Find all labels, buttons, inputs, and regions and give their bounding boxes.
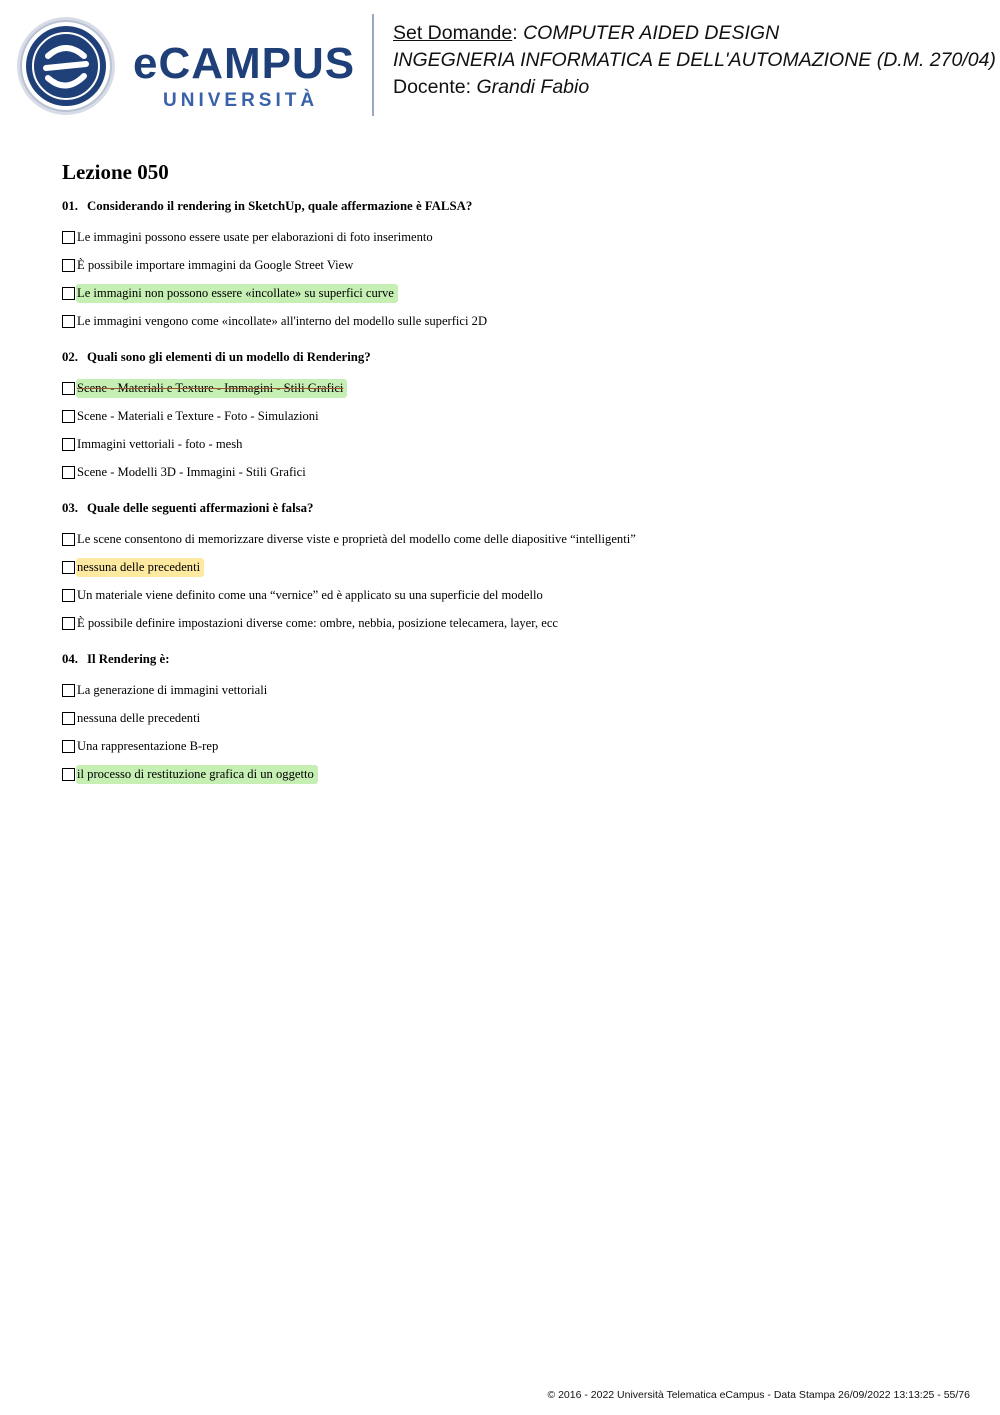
answer-checkbox[interactable] (62, 533, 75, 546)
question-title (62, 649, 962, 669)
answer-checkbox[interactable] (62, 466, 75, 479)
answer-option[interactable] (62, 732, 962, 760)
answer-checkbox[interactable] (62, 287, 75, 300)
answer-option[interactable] (62, 251, 962, 279)
answer-text: La generazione di immagini vettoriali (77, 682, 268, 697)
teacher-name: Grandi Fabio (476, 76, 590, 98)
answer-text: Scene - Modelli 3D - Immagini - Stili Grafici (77, 464, 306, 479)
set-label: Set Domande (393, 22, 513, 44)
course-name: COMPUTER AIDED DESIGN (523, 22, 780, 44)
answer-option[interactable] (62, 223, 962, 251)
answer-checkbox[interactable] (62, 561, 75, 574)
question-text: Quali sono gli elementi di un modello di Rendering? (87, 350, 371, 364)
answer-checkbox[interactable] (62, 712, 75, 725)
answer-text: È possibile definire impostazioni diverse come: ombre, nebbia, posizione telecamera, layer, ecc (77, 615, 559, 630)
answer-checkbox[interactable] (62, 617, 75, 630)
answer-option[interactable] (62, 609, 962, 637)
answer-option[interactable] (62, 402, 962, 430)
answer-text: Le immagini non possono essere «incollate» su superfici curve (76, 284, 398, 303)
answer-text: il processo di restituzione grafica di un oggetto (76, 765, 318, 784)
page-header (0, 0, 1000, 140)
question-3 (62, 498, 962, 637)
answer-option[interactable] (62, 676, 962, 704)
answer-option[interactable] (62, 581, 962, 609)
teacher-label: Docente: (393, 76, 472, 98)
answer-checkbox[interactable] (62, 382, 75, 395)
answer-text: È possibile importare immagini da Google Street View (77, 257, 354, 272)
degree-name: INGEGNERIA INFORMATICA E DELL'AUTOMAZIONE (D.M. 270/04) (393, 49, 996, 71)
question-2 (62, 347, 962, 486)
header-divider (372, 14, 374, 116)
lesson-title: Lezione 050 (62, 160, 169, 184)
answer-option[interactable] (62, 704, 962, 732)
answer-option[interactable] (62, 374, 962, 402)
answer-option[interactable] (62, 279, 962, 307)
question-number: 04. (62, 652, 78, 666)
answer-checkbox[interactable] (62, 740, 75, 753)
answer-option[interactable] (62, 458, 962, 486)
question-4 (62, 649, 962, 788)
answer-text: Una rappresentazione B-rep (77, 738, 219, 753)
course-info (393, 20, 996, 101)
page-footer: © 2016 - 2022 Università Telematica eCampus - Data Stampa 26/09/2022 13:13:25 - 55/76 (547, 1389, 970, 1401)
question-number: 02. (62, 350, 78, 364)
set-separator: : (512, 22, 518, 44)
answer-checkbox[interactable] (62, 684, 75, 697)
ecampus-seal-logo (16, 16, 116, 116)
teacher-line (393, 74, 996, 101)
answer-option[interactable] (62, 307, 962, 335)
answer-checkbox[interactable] (62, 589, 75, 602)
answer-option[interactable] (62, 760, 962, 788)
question-text: Il Rendering è: (87, 652, 170, 666)
question-number: 03. (62, 501, 78, 515)
answer-text: Scene - Materiali e Texture - Foto - Simulazioni (77, 408, 319, 423)
answer-option[interactable] (62, 553, 962, 581)
answer-checkbox[interactable] (62, 231, 75, 244)
answer-text: Immagini vettoriali - foto - mesh (77, 436, 243, 451)
set-line (393, 20, 996, 47)
question-text: Quale delle seguenti affermazioni è falsa? (87, 501, 314, 515)
answer-checkbox[interactable] (62, 315, 75, 328)
svg-text:UNIVERSITÀ: UNIVERSITÀ (163, 90, 319, 111)
answer-checkbox[interactable] (62, 438, 75, 451)
ecampus-wordmark-logo (133, 38, 355, 114)
answer-option[interactable] (62, 430, 962, 458)
answer-checkbox[interactable] (62, 768, 75, 781)
svg-text:eCAMPUS: eCAMPUS (133, 39, 355, 88)
answer-checkbox[interactable] (62, 410, 75, 423)
answer-text: Scene - Materiali e Texture - Immagini - Stili Grafici (76, 379, 347, 398)
answer-text: Le scene consentono di memorizzare diverse viste e proprietà del modello come delle diapositive “intelligenti” (77, 531, 636, 546)
question-title (62, 196, 962, 216)
question-1 (62, 196, 962, 335)
answer-text: nessuna delle precedenti (77, 710, 201, 725)
answer-option[interactable] (62, 525, 962, 553)
question-title (62, 347, 962, 367)
question-title (62, 498, 962, 518)
answer-text: Le immagini vengono come «incollate» all'interno del modello sulle superfici 2D (77, 313, 488, 328)
question-number: 01. (62, 199, 78, 213)
question-text: Considerando il rendering in SketchUp, quale affermazione è FALSA? (87, 199, 473, 213)
answer-text: nessuna delle precedenti (76, 558, 204, 577)
answer-text: Un materiale viene definito come una “vernice” ed è applicato su una superficie del modello (77, 587, 543, 602)
answer-text: Le immagini possono essere usate per elaborazioni di foto inserimento (77, 229, 433, 244)
answer-checkbox[interactable] (62, 259, 75, 272)
